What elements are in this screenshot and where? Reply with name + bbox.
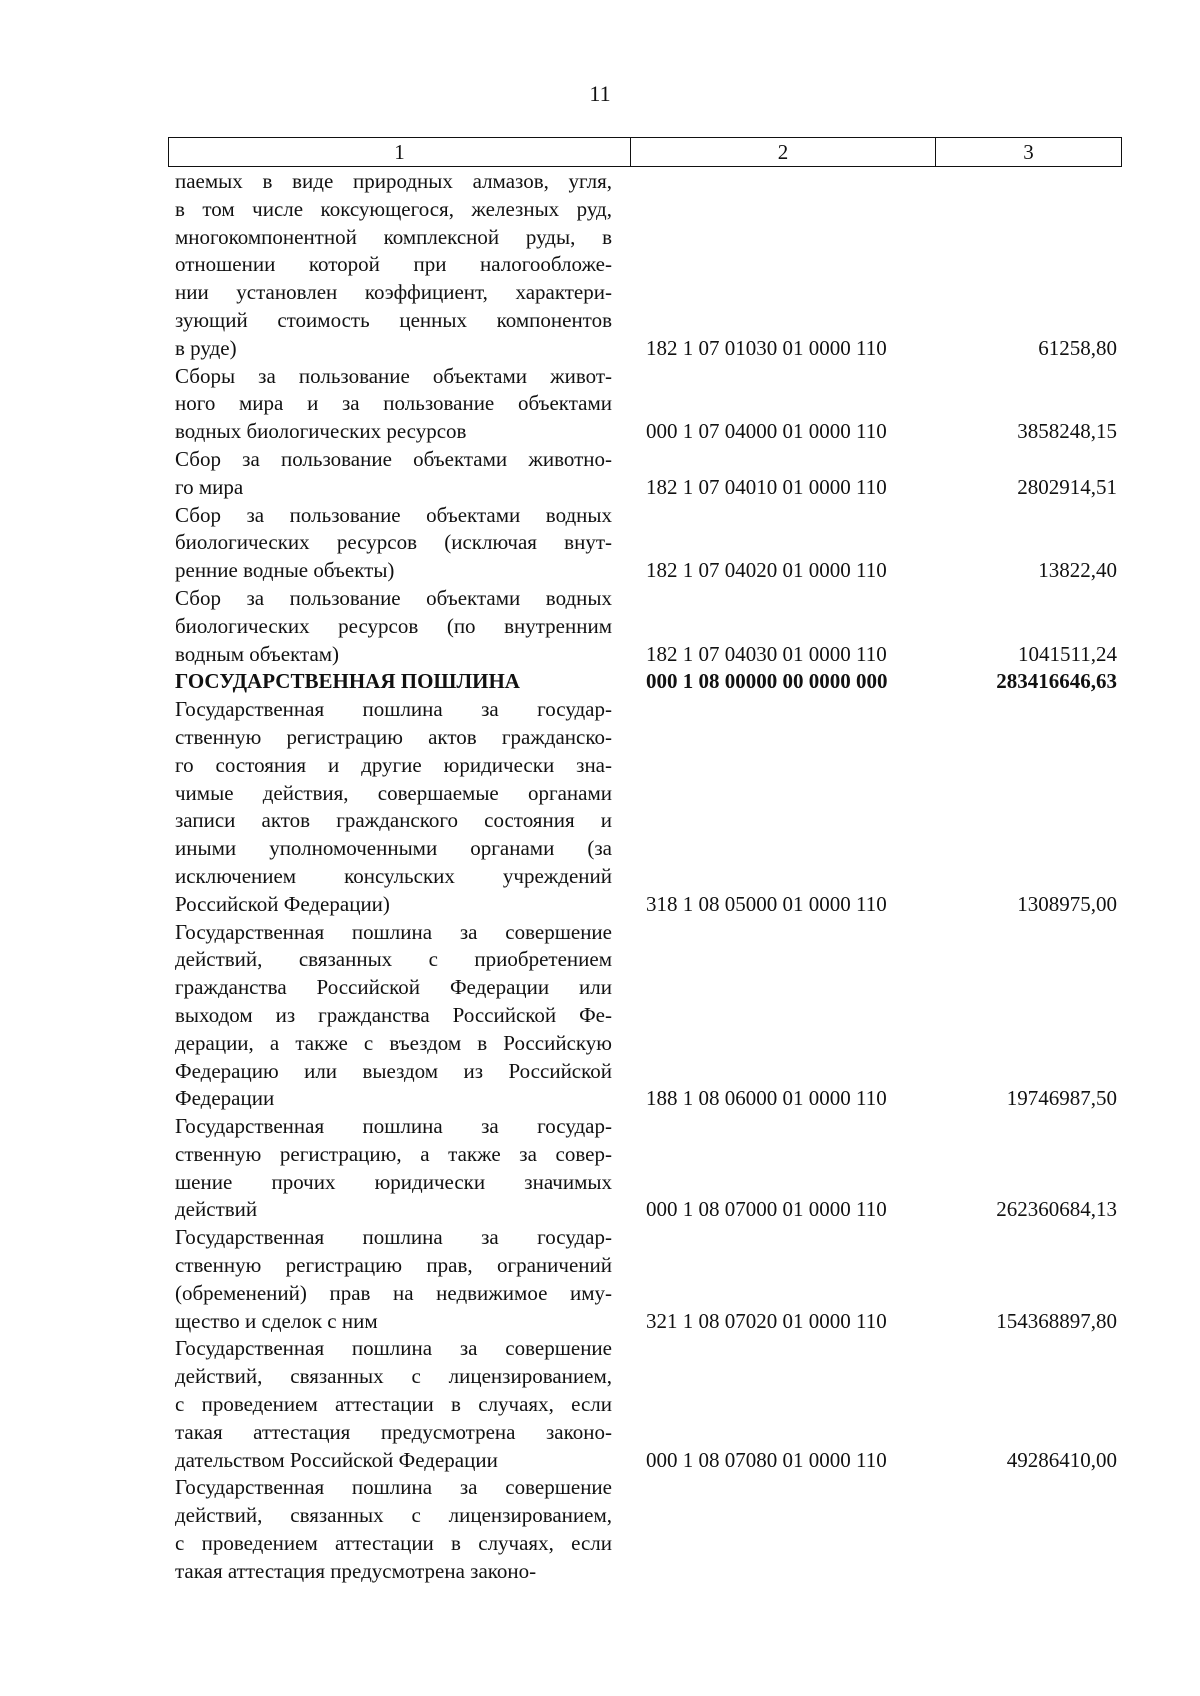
description-line: паемых в виде природных алмазов, угля, bbox=[175, 169, 612, 193]
table-row bbox=[175, 363, 1119, 446]
row-budget-code: 182 1 07 01030 01 0000 110 bbox=[646, 335, 887, 360]
row-description bbox=[175, 696, 612, 918]
table-row bbox=[175, 446, 1119, 502]
header-col-3: 3 bbox=[1023, 139, 1034, 164]
description-line: шение прочих юридически значимых bbox=[175, 1169, 612, 1194]
row-budget-code: 182 1 07 04020 01 0000 110 bbox=[646, 558, 887, 583]
description-line: Федерации bbox=[175, 1086, 275, 1111]
description-line: дательством Российской Федерации bbox=[175, 1447, 498, 1472]
description-line: Государственная пошлина за совершение bbox=[175, 1336, 612, 1361]
description-line: гражданства Российской Федерации или bbox=[175, 975, 612, 1000]
table-row bbox=[175, 668, 1119, 696]
row-amount: 19746987,50 bbox=[1006, 1086, 1117, 1111]
table-row bbox=[175, 585, 1119, 668]
description-line: выходом из гражданства Российской Фе- bbox=[175, 1002, 612, 1027]
row-amount: 49286410,00 bbox=[1006, 1447, 1117, 1472]
row-description bbox=[175, 585, 612, 668]
description-line: отношении которой при налогообложе- bbox=[175, 252, 612, 277]
description-line: зующий стоимость ценных компонентов bbox=[175, 307, 612, 332]
description-line: Государственная пошлина за совершение bbox=[175, 919, 612, 944]
description-line: действий, связанных с лицензированием, bbox=[175, 1364, 612, 1389]
header-col-2: 2 bbox=[631, 138, 936, 166]
row-description bbox=[175, 919, 612, 1114]
description-line: ственную регистрацию прав, ограничений bbox=[175, 1253, 612, 1278]
row-amount: 1041511,24 bbox=[1018, 641, 1117, 666]
row-description bbox=[175, 1113, 612, 1224]
row-budget-code: 000 1 08 07080 01 0000 110 bbox=[646, 1447, 887, 1472]
description-line: ренние водные объекты) bbox=[175, 558, 395, 583]
table-row bbox=[175, 1474, 1119, 1585]
description-line: нии установлен коэффициент, характери- bbox=[175, 280, 612, 305]
description-line: такая аттестация предусмотрена законо- bbox=[175, 1419, 612, 1444]
description-line: дерации, а также с въездом в Российскую bbox=[175, 1030, 612, 1055]
description-line: го мира bbox=[175, 474, 244, 499]
row-amount: 61258,80 bbox=[1038, 335, 1117, 360]
table-row bbox=[175, 1224, 1119, 1335]
description-line: го состояния и другие юридически зна- bbox=[175, 752, 612, 777]
table-row bbox=[175, 502, 1119, 585]
description-line: щество и сделок с ним bbox=[175, 1308, 378, 1333]
description-line: Сбор за пользование объектами водных bbox=[175, 585, 612, 610]
row-description bbox=[175, 1474, 612, 1585]
table-row bbox=[175, 1335, 1119, 1474]
description-line: Сбор за пользование объектами животно- bbox=[175, 446, 612, 471]
row-description bbox=[175, 1224, 612, 1335]
description-line: многокомпонентной комплексной руды, в bbox=[175, 224, 612, 249]
table-row bbox=[175, 696, 1119, 918]
description-line: водных биологических ресурсов bbox=[175, 419, 467, 444]
description-line: Государственная пошлина за государ- bbox=[175, 1225, 612, 1250]
description-line: ственную регистрацию актов гражданско- bbox=[175, 724, 612, 749]
table-row bbox=[175, 1113, 1119, 1224]
description-line: записи актов гражданского состояния и bbox=[175, 808, 612, 833]
row-budget-code: 000 1 07 04000 01 0000 110 bbox=[646, 419, 887, 444]
row-description bbox=[175, 668, 612, 696]
row-budget-code: 000 1 08 00000 00 0000 000 bbox=[646, 669, 888, 694]
description-line: Российской Федерации) bbox=[175, 891, 390, 916]
table-row bbox=[175, 168, 1119, 363]
description-line: ГОСУДАРСТВЕННАЯ ПОШЛИНА bbox=[175, 669, 520, 694]
description-line: исключением консульских учреждений bbox=[175, 863, 612, 888]
row-amount: 3858248,15 bbox=[1017, 419, 1117, 444]
row-description bbox=[175, 1335, 612, 1474]
row-amount: 1308975,00 bbox=[1017, 891, 1117, 916]
page-number: 11 bbox=[589, 81, 611, 106]
row-budget-code: 318 1 08 05000 01 0000 110 bbox=[646, 891, 887, 916]
description-line: с проведением аттестации в случаях, если bbox=[175, 1531, 612, 1556]
description-line: биологических ресурсов (исключая внут- bbox=[175, 530, 612, 555]
table-header bbox=[168, 137, 1122, 167]
description-line: в том числе коксующегося, железных руд, bbox=[175, 196, 612, 221]
description-line: ственную регистрацию, а также за совер- bbox=[175, 1141, 612, 1166]
description-line: такая аттестация предусмотрена законо- bbox=[175, 1558, 537, 1583]
description-line: действий, связанных с лицензированием, bbox=[175, 1503, 612, 1528]
description-line: действий, связанных с приобретением bbox=[175, 947, 612, 972]
description-line: в руде) bbox=[175, 335, 237, 360]
description-line: действий bbox=[175, 1197, 258, 1222]
description-line: чимые действия, совершаемые органами bbox=[175, 780, 612, 805]
description-line: Сборы за пользование объектами живот- bbox=[175, 363, 612, 388]
description-line: водным объектам) bbox=[175, 641, 340, 666]
row-amount: 2802914,51 bbox=[1017, 474, 1117, 499]
table-row bbox=[175, 919, 1119, 1114]
description-line: Государственная пошлина за совершение bbox=[175, 1475, 612, 1500]
row-budget-code: 321 1 08 07020 01 0000 110 bbox=[646, 1308, 887, 1333]
row-amount: 154368897,80 bbox=[996, 1308, 1117, 1333]
description-line: ного мира и за пользование объектами bbox=[175, 391, 612, 416]
row-description bbox=[175, 502, 612, 585]
description-line: (обременений) прав на недвижимое иму- bbox=[175, 1280, 612, 1305]
row-description bbox=[175, 168, 612, 363]
description-line: с проведением аттестации в случаях, если bbox=[175, 1392, 612, 1417]
description-line: Сбор за пользование объектами водных bbox=[175, 502, 612, 527]
row-description bbox=[175, 446, 612, 502]
row-budget-code: 182 1 07 04010 01 0000 110 bbox=[646, 474, 887, 499]
description-line: Государственная пошлина за государ- bbox=[175, 1114, 612, 1139]
row-budget-code: 000 1 08 07000 01 0000 110 bbox=[646, 1197, 887, 1222]
description-line: биологических ресурсов (по внутренним bbox=[175, 613, 612, 638]
revenue-table bbox=[175, 168, 1119, 1586]
row-budget-code: 188 1 08 06000 01 0000 110 bbox=[646, 1086, 887, 1111]
description-line: Федерацию или выездом из Российской bbox=[175, 1058, 612, 1083]
row-amount: 13822,40 bbox=[1038, 558, 1117, 583]
description-line: иными уполномоченными органами (за bbox=[175, 836, 612, 861]
row-budget-code: 182 1 07 04030 01 0000 110 bbox=[646, 641, 887, 666]
description-line: Государственная пошлина за государ- bbox=[175, 697, 612, 722]
row-amount: 283416646,63 bbox=[996, 669, 1117, 694]
header-col-1: 1 bbox=[169, 138, 631, 166]
row-description bbox=[175, 363, 612, 446]
row-amount: 262360684,13 bbox=[996, 1197, 1117, 1222]
